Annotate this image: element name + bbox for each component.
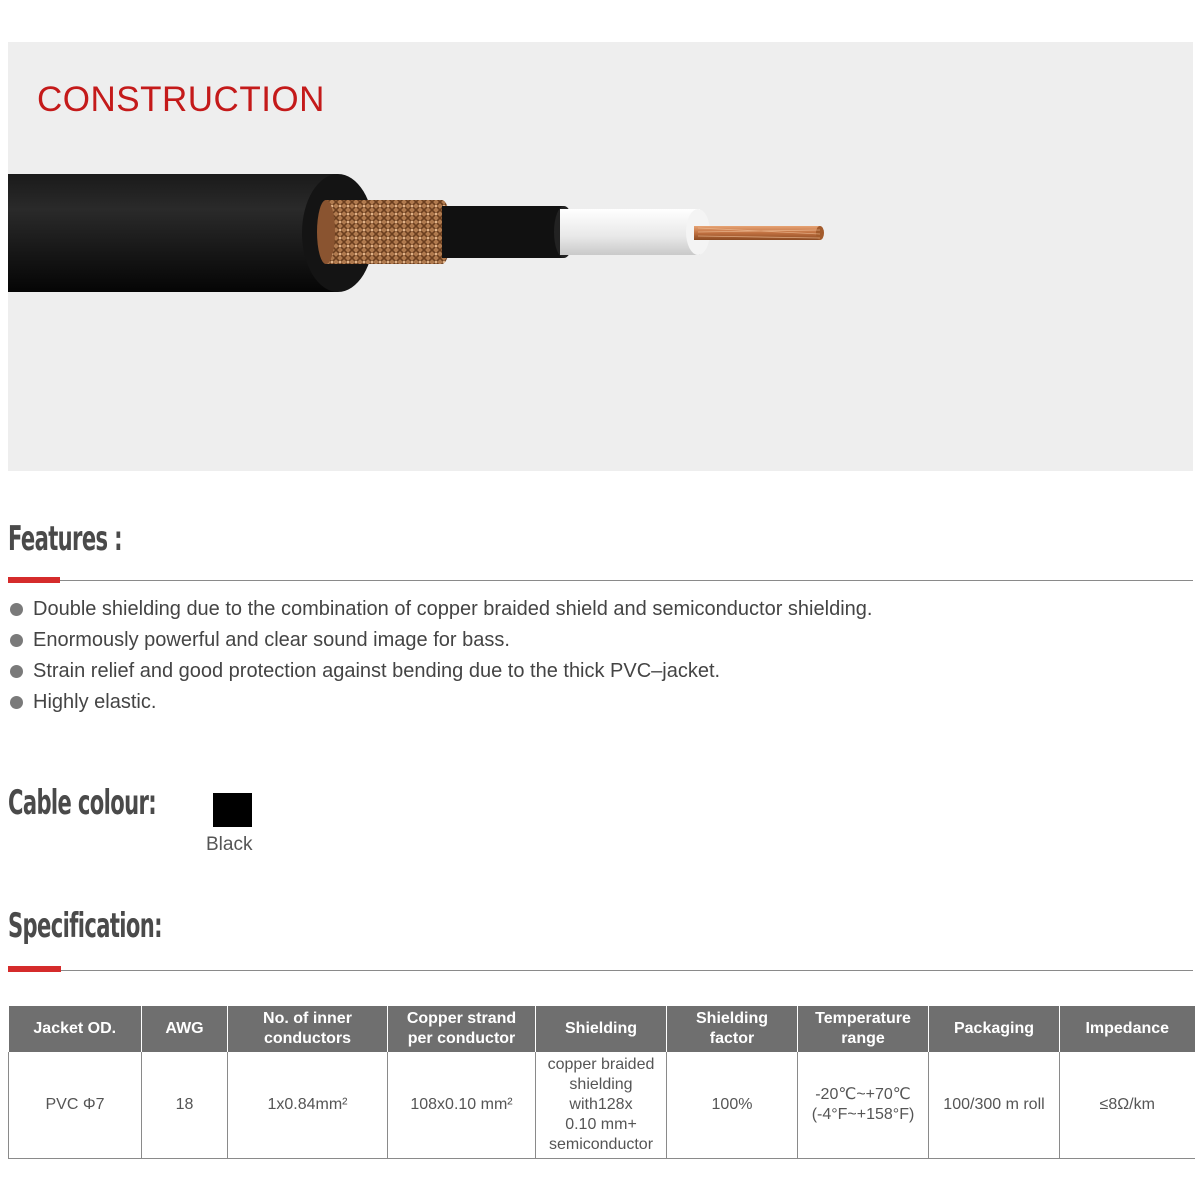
cell-impedance: ≤8Ω/km (1060, 1052, 1195, 1158)
bullet-icon (10, 634, 23, 647)
col-header-jacket: Jacket OD. (9, 1006, 142, 1052)
cell-copper-strand: 108x0.10 mm² (388, 1052, 536, 1158)
cell-packaging: 100/300 m roll (929, 1052, 1060, 1158)
col-header-copper-strand: Copper strand per conductor (388, 1006, 536, 1052)
bullet-icon (10, 603, 23, 616)
semiconductor-layer (442, 206, 564, 258)
features-rule (8, 580, 1193, 581)
cable-cross-section-illustration (8, 162, 838, 302)
list-item: Strain relief and good protection against bending due to the thick PVC–jacket. (10, 656, 872, 687)
table-header-row (9, 1006, 1195, 1052)
insulation (560, 209, 700, 255)
specification-rule-accent (8, 966, 61, 972)
cell-inner-conductors: 1x0.84mm² (228, 1052, 388, 1158)
list-item: Enormously powerful and clear sound image for bass. (10, 625, 872, 656)
specification-table (8, 1006, 1195, 1159)
cell-jacket: PVC Φ7 (9, 1052, 142, 1158)
bullet-icon (10, 665, 23, 678)
features-heading: Features : (8, 519, 122, 559)
outer-jacket (8, 174, 338, 292)
specification-heading: Specification: (8, 906, 162, 946)
braided-shield (326, 200, 442, 264)
feature-list (10, 594, 872, 718)
col-header-shielding: Shielding (536, 1006, 667, 1052)
col-header-impedance: Impedance (1060, 1006, 1195, 1052)
colour-swatch (213, 793, 252, 827)
col-header-shielding-factor: Shielding factor (667, 1006, 798, 1052)
bullet-icon (10, 696, 23, 709)
col-header-inner-conductors: No. of inner conductors (228, 1006, 388, 1052)
cell-awg: 18 (142, 1052, 228, 1158)
col-header-awg: AWG (142, 1006, 228, 1052)
col-header-packaging: Packaging (929, 1006, 1060, 1052)
col-header-temperature: Temperature range (798, 1006, 929, 1052)
construction-panel (8, 42, 1193, 471)
list-item: Highly elastic. (10, 687, 872, 718)
table-row (9, 1052, 1195, 1158)
construction-title: CONSTRUCTION (37, 80, 325, 119)
list-item: Double shielding due to the combination of copper braided shield and semiconductor shielding. (10, 594, 872, 625)
features-rule-accent (8, 577, 60, 583)
cell-shielding-factor: 100% (667, 1052, 798, 1158)
cell-shielding: copper braided shielding with128x 0.10 mm+ semiconductor (536, 1052, 667, 1158)
specification-rule (8, 970, 1193, 971)
cell-temperature: -20℃~+70℃ (-4°F~+158°F) (798, 1052, 929, 1158)
cable-colour-heading: Cable colour: (8, 783, 157, 823)
colour-label: Black (206, 834, 253, 855)
